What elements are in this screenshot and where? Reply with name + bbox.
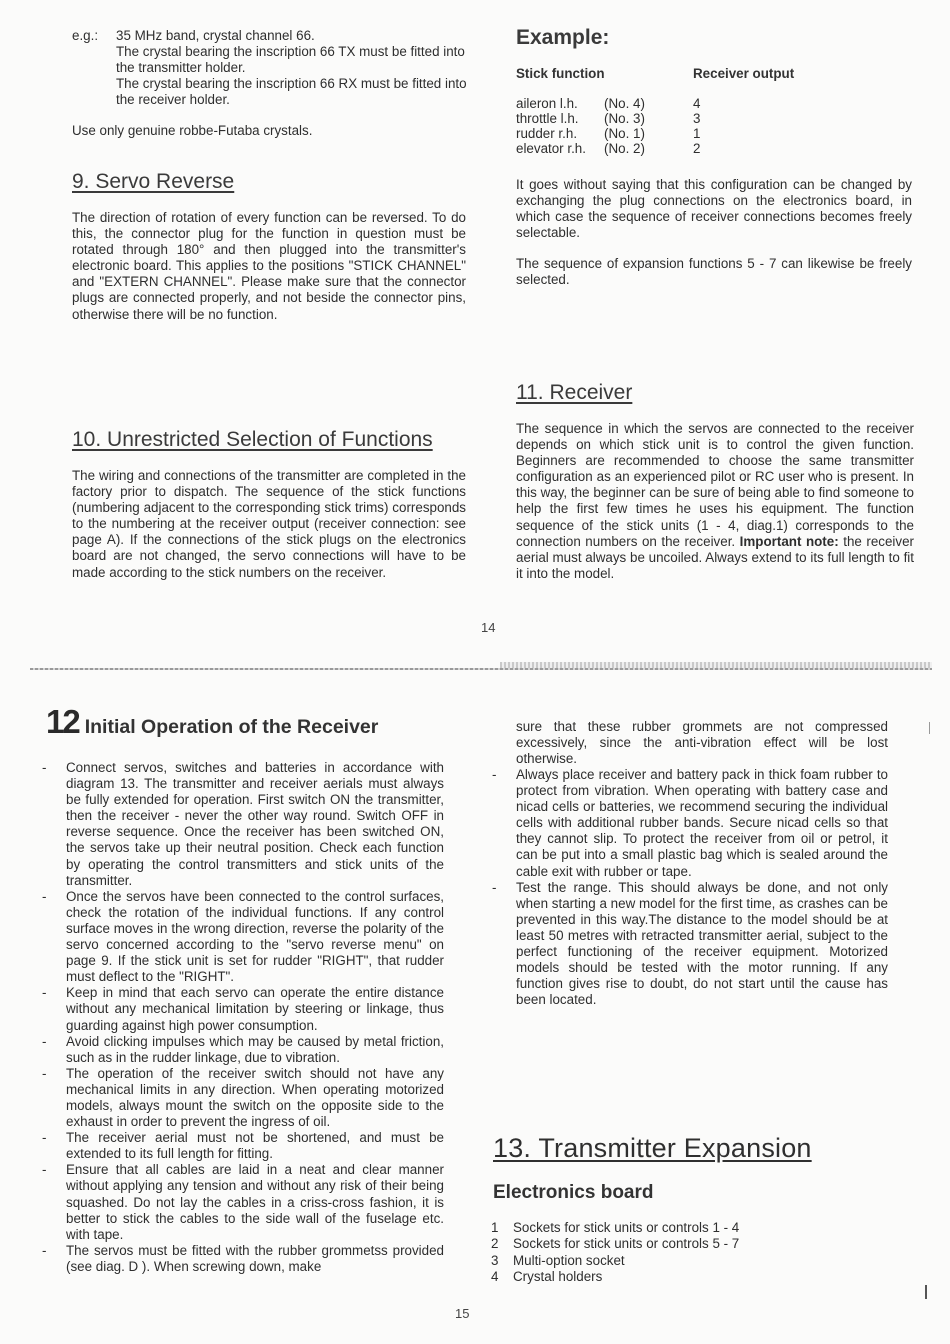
- example-text-2: The sequence of expansion functions 5 - 7 can likewise be freely selected.: [516, 256, 912, 288]
- example-table: [516, 66, 916, 156]
- initial-operation-title: Initial Operation of the Receiver: [84, 716, 379, 738]
- list-item: - Test the range. This should always be done, and not only when starting a new model for the first time, as crashes can be prevented in this way.The distance to the model should be at least 50 metres with retracted transmitter aerial, subject to the perfect functioning of the receiver equipment. Motorized models should be tested with the motor running. If any function gives rise to doubt, do not start until the cause has been located.: [516, 880, 888, 1009]
- stick-func-cell: elevator r.h.: [516, 141, 586, 156]
- list-item: [491, 1269, 739, 1285]
- page-number-15: 15: [455, 1306, 470, 1321]
- stick-no-cell: (No. 4): [604, 96, 645, 111]
- receiver-text-end: the receiver aerial must always be uncoiled. Always extend to its full length to fit it into the model.: [516, 533, 915, 581]
- example-text-1: It goes without saying that this configuration can be changed by exchanging the plug connections on the electronics board, in which case the sequence of receiver connections becomes freely selectable.: [516, 177, 912, 241]
- page-divider: [30, 668, 932, 670]
- continued-list: [516, 767, 888, 1008]
- example-row: [516, 126, 700, 141]
- electronics-board-subheading: Electronics board: [493, 1182, 654, 1203]
- receiver-heading: 11. Receiver: [516, 381, 633, 404]
- eg-label: e.g.:: [72, 28, 99, 43]
- item-number: 2: [491, 1236, 499, 1252]
- continued-text: sure that these rubber grommets are not compressed excessively, since the anti-vibration effect will be lost otherwise.: [516, 719, 888, 767]
- transmitter-expansion-heading: 13. Transmitter Expansion: [493, 1133, 812, 1163]
- example-heading: Example:: [516, 26, 610, 49]
- receiver-text: [516, 421, 914, 582]
- stick-no-cell: (No. 2): [604, 141, 645, 156]
- example-row: [516, 141, 700, 156]
- eg-line: The crystal bearing the inscription 66 TX must be fitted into the transmitter holder.: [116, 44, 465, 76]
- list-item: - The operation of the receiver switch should not have any mechanical limits in any direction. When operating motorized models, always mount the switch on the opposite side to the exhaust in order to prevent the ingress of oil.: [66, 1066, 444, 1130]
- electronics-board-list: [491, 1220, 739, 1286]
- list-item: - Once the servos have been connected to the control surfaces, check the rotation of the individual functions. If any control surface moves in the wrong direction, reverse the polarity of the servo concerned according to the "servo reverse menu" on page 9. If the stick unit is set for rudder "RIGHT", that rudder must deflect to the "RIGHT".: [66, 889, 444, 986]
- item-text: Multi-option socket: [513, 1252, 625, 1268]
- unrestricted-selection-text: The wiring and connections of the transmitter are completed in the factory prior to dispatch. The sequence of the stick functions (numbering adjacent to the corresponding stick trims) corresponds to the numbering at the receiver output (receiver connection: see page A). If the connections of the stick plugs on the electronics board are not changed, the servo connections will have to be made according to the stick numbers on the receiver.: [72, 468, 466, 580]
- list-item: - Avoid clicking impulses which may be caused by metal friction, such as in the rudder linkage, due to vibration.: [66, 1034, 444, 1066]
- item-number: 4: [491, 1269, 499, 1285]
- item-number: 1: [491, 1220, 499, 1235]
- stick-function-header: Stick function: [516, 66, 605, 81]
- list-item: - Always place receiver and battery pack in thick foam rubber to protect from vibration. When operating with battery case and nicad cells or batteries, we recommend securing the individual cells with additional rubber bands. Secure nicad cells so that they cannot slip. To protect the receiver from oil or petrol, it can be put into a small plastic bag which is sealed around the cable exit with rubber or tape.: [516, 767, 888, 880]
- unrestricted-selection-heading: 10. Unrestricted Selection of Functions: [72, 428, 433, 451]
- output-cell: 3: [693, 111, 701, 126]
- stick-func-cell: aileron l.h.: [516, 96, 578, 111]
- item-text: Crystal holders: [513, 1269, 603, 1285]
- item-text: Sockets for stick units or controls 1 - 4: [513, 1220, 740, 1235]
- list-item: [491, 1253, 739, 1269]
- output-cell: 1: [693, 126, 701, 141]
- initial-operation-heading: [46, 703, 378, 741]
- section-number-12: 12: [46, 703, 79, 740]
- list-item: [491, 1220, 739, 1236]
- item-text: Sockets for stick units or controls 5 - 7: [513, 1236, 740, 1252]
- eg-line: The crystal bearing the inscription 66 RX must be fitted into the receiver holder.: [116, 76, 467, 108]
- stick-no-cell: (No. 3): [604, 111, 645, 126]
- example-row: [516, 111, 700, 126]
- item-number: 3: [491, 1252, 499, 1268]
- example-row: [516, 96, 700, 111]
- crystals-note: Use only genuine robbe-Futaba crystals.: [72, 123, 313, 139]
- list-item: - Ensure that all cables are laid in a neat and clear manner without applying any tension and without any risk of their being squashed. Do not lay the cables in a criss-cross fashion, it is better to stick the cables to the side wall of the fuselage etc. with tape.: [66, 1162, 444, 1242]
- list-item: [491, 1236, 739, 1252]
- output-cell: 2: [693, 141, 701, 156]
- page-number-14: 14: [481, 620, 496, 635]
- stick-no-cell: (No. 1): [604, 126, 645, 141]
- eg-block: [72, 28, 470, 140]
- scan-mark: [925, 1285, 927, 1299]
- list-item: - The receiver aerial must not be shortened, and must be extended to its full length for fitting.: [66, 1130, 444, 1162]
- output-cell: 4: [693, 96, 701, 111]
- servo-reverse-text: The direction of rotation of every function can be reversed. To do this, the connector plug for the function in question must be rotated through 180° and then plugged into the transmitter's electronic board. This applies to the positions "STICK CHANNEL" and "EXTERN CHANNEL". Please make sure that the connector plugs are connected properly, and not beside the connector pins, otherwise there will be no function.: [72, 210, 466, 322]
- list-item: - Connect servos, switches and batteries in accordance with diagram 13. The transmitter and receiver aerials must always be fully extended for operation. First switch ON the transmitter, then the receiver - never the other way round. Switch OFF in reverse sequence. Once the receiver has been switched ON, the servos take up their neutral position. Check each function by operating the control transmitters and stick units of the transmitter.: [66, 760, 444, 889]
- stick-func-cell: throttle l.h.: [516, 111, 579, 126]
- receiver-text-main: The sequence in which the servos are connected to the receiver depends on which stick unit is to control the given function. Beginners are recommended to choose the same transmitter configuration as an experienced pilot or RC user who is present. In this way, the beginner can be sure of being able to find someone to help the first few times he uses his equipment. The function sequence of the stick units (1 - 4, diag.1) corresponds to the connection numbers on the receiver.: [516, 421, 914, 549]
- list-item: - Keep in mind that each servo can operate the entire distance without any mechanical limitation by steering or linkage, thus guarding against high power consumption.: [66, 985, 444, 1033]
- important-note-label: Important note:: [739, 533, 839, 549]
- list-item: - The servos must be fitted with the rubber grommetss provided (see diag. D ). When screwing down, make: [66, 1243, 444, 1275]
- receiver-output-header: Receiver output: [693, 66, 795, 81]
- scan-mark: [929, 722, 930, 734]
- servo-reverse-heading: 9. Servo Reverse: [72, 170, 235, 193]
- eg-line: 35 MHz band, crystal channel 66.: [116, 28, 315, 43]
- initial-operation-list: [66, 760, 444, 1275]
- stick-func-cell: rudder r.h.: [516, 126, 578, 141]
